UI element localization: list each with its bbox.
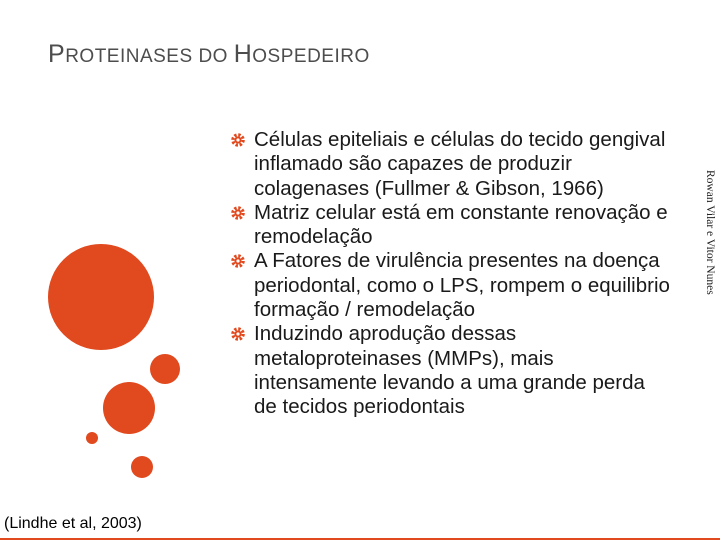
bullet-list: [230, 128, 670, 420]
title-part: OSPEDEIRO: [252, 46, 370, 67]
bullet-text: Matriz celular está em constante renovação e remodelação: [254, 200, 668, 249]
gear-bullet-icon: [230, 253, 246, 269]
decorative-circle: [103, 382, 155, 434]
bullet-text: A Fatores de virulência presentes na doença periodontal, como o LPS, rompem o equilibrio formação / remodelação: [254, 249, 670, 322]
bullet-text: Células epiteliais e células do tecido gengival inflamado são capazes de produzir colagenases (Fullmer & Gibson, 1966): [254, 128, 666, 200]
list-item: [230, 322, 670, 419]
gear-bullet-icon: [230, 326, 246, 342]
decorative-circle: [48, 244, 154, 350]
list-item: [230, 128, 670, 201]
title-part: DO: [198, 46, 234, 67]
citation: (Lindhe et al, 2003): [4, 515, 142, 532]
gear-bullet-icon: [230, 205, 246, 221]
slide-title: [48, 40, 370, 69]
list-item: [230, 249, 670, 322]
title-part: ROTEINASES: [65, 46, 199, 67]
decorative-circle: [131, 456, 153, 478]
gear-bullet-icon: [230, 132, 246, 148]
title-initial: P: [48, 40, 66, 68]
decorative-circle: [86, 432, 98, 444]
bullet-text: Induzindo aprodução dessas metaloproteinases (MMPs), mais intensamente levando a uma grande perda de tecidos periodontais: [254, 322, 645, 419]
list-item: [230, 201, 670, 250]
title-initial: H: [233, 40, 253, 68]
author-credit: Rowan Vilar e Vitor Nunes: [704, 170, 716, 295]
decorative-circle: [150, 354, 180, 384]
